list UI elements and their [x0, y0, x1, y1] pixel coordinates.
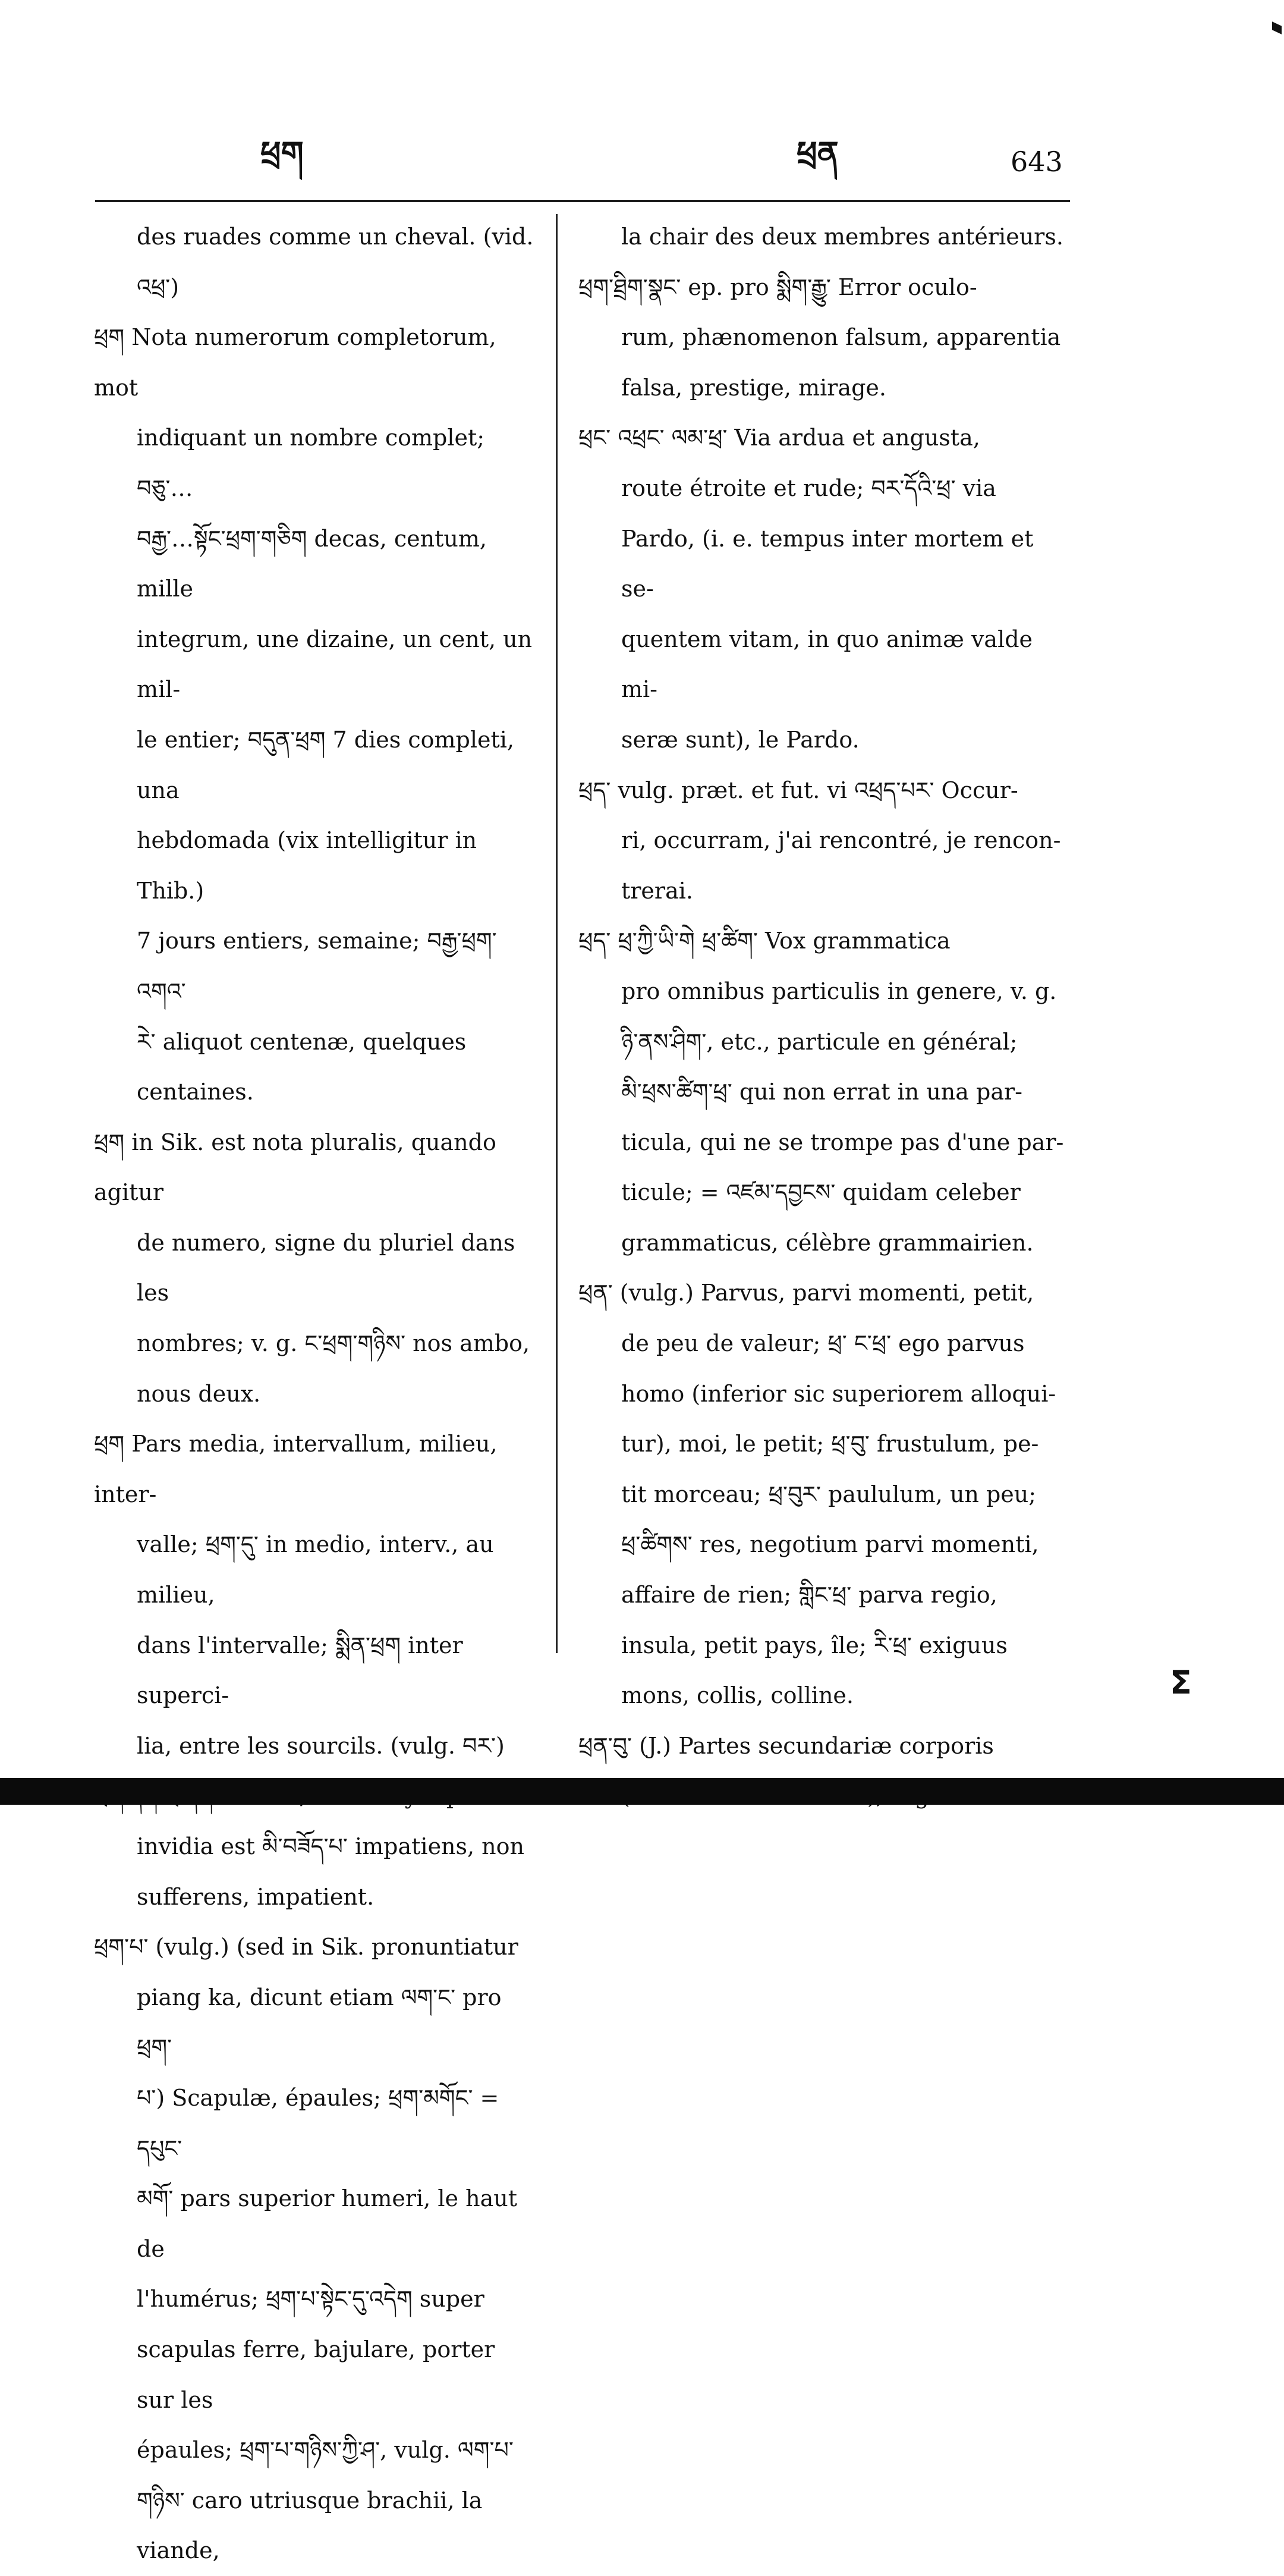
text-line: integrum, une dizaine, un cent, un mil- [137, 626, 533, 703]
text-line: hebdomada (vix intelligitur in Thib.) [137, 827, 477, 904]
text-line: seræ sunt), le Pardo. [621, 726, 860, 753]
text-line: 7 jours entiers, semaine; བརྒྱ་ཕྲག་འགའ་ [137, 928, 497, 1004]
text-line: grammaticus, célèbre grammairien. [621, 1229, 1034, 1256]
text-line: ཕྲ་ཚིགས་ res, negotium parvi momenti, [621, 1531, 1039, 1558]
text-line: piang ka, dicunt etiam ལག་ང་ pro ཕྲག་ [137, 1984, 502, 2061]
running-head-middle: ཕྲན [797, 134, 839, 172]
text-line: l'humérus; ཕྲག་པ་སྟེང་དུ་འདེག super [137, 2286, 484, 2313]
text-line: ri, occurram, j'ai rencontré, je rencon- [621, 827, 1061, 854]
text-line: མི་ཕྲས་ཚིག་ཕྲ་ qui non errat in una par- [621, 1079, 1022, 1105]
text-line: de peu de valeur; ཕྲ་ ང་ཕྲ་ ego parvus [621, 1330, 1025, 1357]
right-column [574, 212, 1067, 1821]
text-line: pro omnibus particulis in genere, v. g. [621, 978, 1057, 1004]
text-line: ཕྲག Pars media, intervallum, milieu, inter- [94, 1431, 498, 1507]
text-line: tit morceau; ཕྲ་བུར་ paululum, un peu; [621, 1481, 1037, 1507]
text-line: mons, collis, colline. [621, 1682, 854, 1709]
text-line: ཉི་ནས་ཤིག་, etc., particule en général; [621, 1028, 1018, 1055]
text-line: le entier; བདུན་ཕྲག 7 dies completi, una [137, 726, 514, 803]
text-line: sufferens, impatient. [137, 1883, 374, 1910]
text-line: scapulas ferre, bajulare, porter sur les [137, 2336, 495, 2413]
text-line: ཕྲན་ (vulg.) Parvus, parvi momenti, petit, [578, 1280, 1034, 1306]
page-number: 643 [1011, 146, 1063, 178]
text-line: quentem vitam, in quo animæ valde mi- [621, 626, 1033, 703]
text-line: des ruades comme un cheval. (vid. འཕྲ་) [137, 224, 534, 300]
text-line: ticule; = འཛམ་དབྱངས་ quidam celeber [621, 1179, 1021, 1206]
text-line: ཕྲང་ འཕྲང་ ལམ་ཕྲ་ Via ardua et angusta, [578, 425, 980, 451]
text-line: Pardo, (i. e. tempus inter mortem et se- [621, 525, 1034, 602]
text-line: ཕྲག་ཐྲིག་སྣང་ ep. pro སྨིག་རྒྱུ་ Error oculo- [578, 274, 977, 300]
text-line: ཕྲན་བུ་ (J.) Partes secundariæ corporis [578, 1732, 994, 1759]
column-divider [556, 214, 558, 1653]
text-line: ཕྲད་ ཕྲ་ཀྱི་ཡི་གེ ཕྲ་ཚིག་ Vox grammatica [578, 928, 951, 954]
text-line: trerai. [621, 877, 693, 904]
text-line: གཉིས་ caro utriusque brachii, la viande, [137, 2487, 483, 2564]
text-line: homo (inferior sic superiorem alloqui- [621, 1380, 1056, 1407]
text-line: nous deux. [137, 1380, 261, 1407]
text-line: མགོ་ pars superior humeri, le haut de [137, 2185, 517, 2262]
text-line: རེ་ aliquot centenæ, quelques centaines. [137, 1028, 467, 1105]
corner-mark [1272, 21, 1282, 34]
text-line: indiquant un nombre complet; བཅུ་… [137, 425, 485, 501]
text-line: tur), moi, le petit; ཕྲ་བུ་ frustulum, pe- [621, 1431, 1039, 1457]
text-line: dans l'intervalle; སྨིན་ཕྲག inter superci- [137, 1632, 463, 1709]
text-line: rum, phænomenon falsum, apparentia [621, 324, 1061, 351]
text-line: བརྒྱ་…སྟོང་ཕྲག་གཅིག decas, centum, mille [137, 525, 487, 602]
text-line: པ་) Scapulæ, épaules; ཕྲག་མགོང་ = དཔུང་ [137, 2084, 499, 2162]
text-line: nombres; v. g. ང་ཕྲག་གཉིས་ nos ambo, [137, 1330, 530, 1357]
text-line: ཕྲག་པ་ (vulg.) (sed in Sik. pronuntiatur [94, 1934, 518, 1961]
text-line: ticula, qui ne se trompe pas d'une par- [621, 1129, 1064, 1155]
text-line: la chair des deux membres antérieurs. [621, 224, 1063, 250]
scan-bottom-bar [0, 1778, 1284, 1805]
text-line: route étroite et rude; བར་དོའི་ཕྲ་ via [621, 475, 996, 501]
text-line: insula, petit pays, île; རི་ཕྲ་ exiguus [621, 1632, 1008, 1658]
running-head-left: ཕྲག [260, 134, 304, 172]
text-line: invidia est མི་བཟོད་པ་ impatiens, non [137, 1833, 525, 1859]
text-line: ཕྲག Nota numerorum completorum, mot [94, 324, 496, 401]
text-line: ཕྲད་ vulg. præt. et fut. vi འཕྲད་པར་ Occur- [578, 777, 1018, 803]
text-line: lia, entre les sourcils. (vulg. བར་) [137, 1732, 505, 1759]
text-line: de numero, signe du pluriel dans les [137, 1229, 515, 1306]
text-line: valle; ཕྲག་དུ་ in medio, interv., au milieu, [137, 1531, 494, 1609]
text-line: falsa, prestige, mirage. [621, 374, 886, 401]
left-column [89, 212, 535, 2576]
text-line: ཕྲག in Sik. est nota pluralis, quando agitur [94, 1129, 496, 1206]
header-rule [95, 200, 1070, 202]
margin-mark: Σ [1170, 1664, 1192, 1701]
text-line: épaules; ཕྲག་པ་གཉིས་ཀྱི་ཤ་, vulg. ལག་པ་ [137, 2437, 514, 2464]
text-line: affaire de rien; གླིང་ཕྲ་ parva regio, [621, 1582, 997, 1609]
